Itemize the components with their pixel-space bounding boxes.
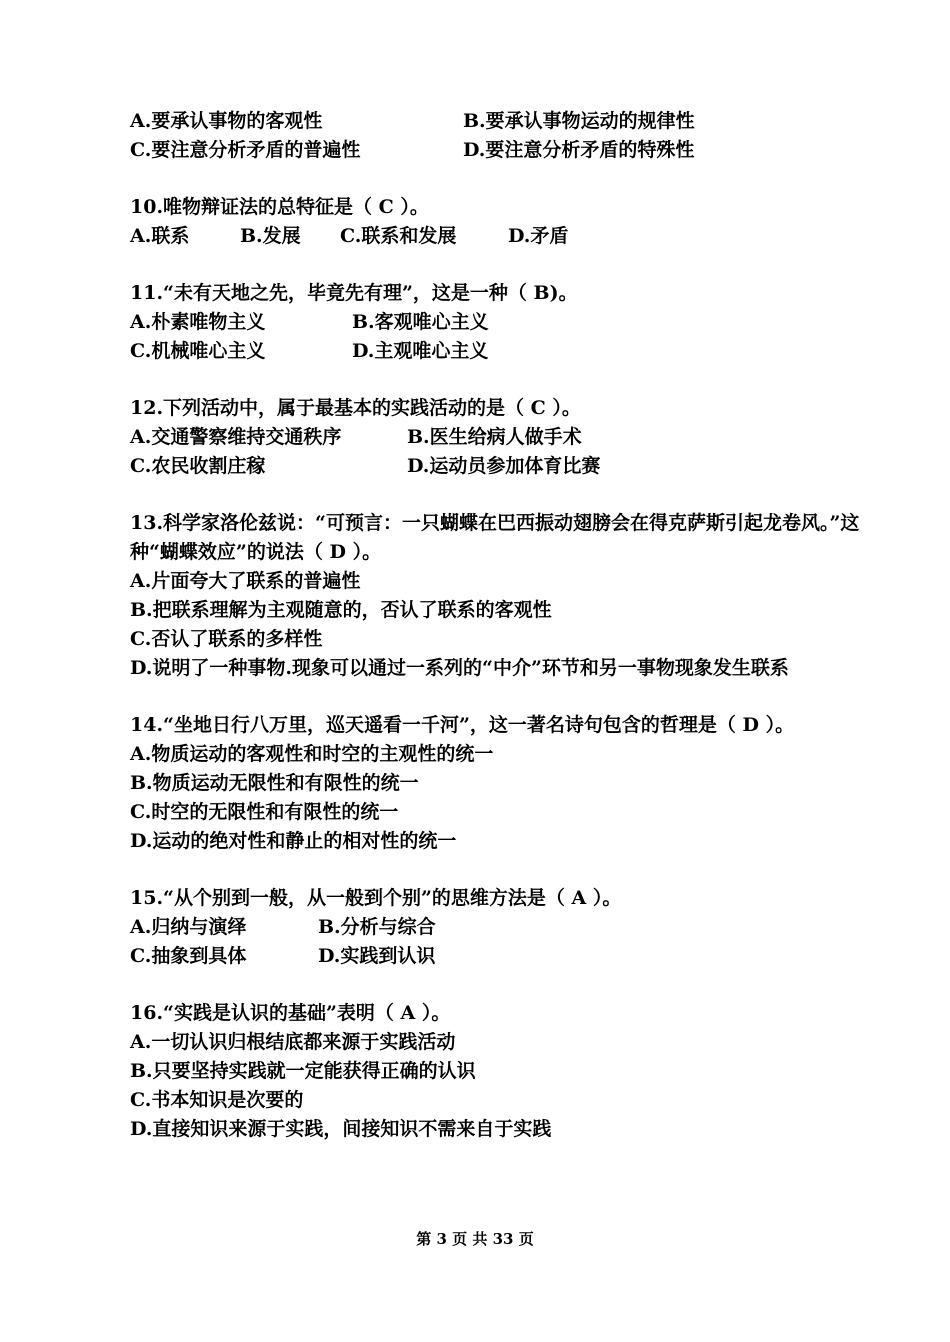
q9-option-a: A.要承认事物的客观性 bbox=[130, 110, 323, 132]
q12-option-b: B.医生给病人做手术 bbox=[407, 426, 582, 448]
q9-options-row-2 bbox=[130, 136, 890, 165]
q12-option-a: A.交通警察维持交通秩序 bbox=[130, 426, 342, 448]
q16-stem: 16.“实践是认识的基础”表明（ A ）。 bbox=[130, 1002, 451, 1024]
q13-option-a: A.片面夸大了联系的普遍性 bbox=[130, 570, 361, 592]
page-number-footer: 第 3 页 共 33 页 bbox=[416, 1230, 534, 1248]
q11-stem: 11.“未有天地之先，毕竟先有理”，这是一种（ B)。 bbox=[130, 282, 578, 304]
q11-option-d: D.主观唯心主义 bbox=[352, 340, 489, 362]
q10-options-row bbox=[130, 222, 890, 251]
q13-option-d: D.说明了一种事物.现象可以通过一系列的“中介”环节和另一事物现象发生联系 bbox=[130, 657, 789, 679]
q14-option-d: D.运动的绝对性和静止的相对性的统一 bbox=[130, 830, 457, 852]
q12-stem: 12.下列活动中，属于最基本的实践活动的是（ C ）。 bbox=[130, 397, 581, 419]
q15-option-c: C.抽象到具体 bbox=[130, 945, 247, 967]
q16-option-d: D.直接知识来源于实践，间接知识不需来自于实践 bbox=[130, 1118, 552, 1140]
q13-option-b: B.把联系理解为主观随意的，否认了联系的客观性 bbox=[130, 599, 552, 621]
q15-options-row-1 bbox=[130, 913, 890, 942]
q9-option-b: B.要承认事物运动的规律性 bbox=[463, 110, 695, 132]
q14-option-a: A.物质运动的客观性和时空的主观性的统一 bbox=[130, 743, 494, 765]
q15-option-b: B.分析与综合 bbox=[318, 916, 436, 938]
q9-option-d: D.要注意分析矛盾的特殊性 bbox=[463, 139, 695, 161]
q15-stem: 15.“从个别到一般，从一般到个别”的思维方法是（ A ）。 bbox=[130, 887, 622, 909]
q16-option-c: C.书本知识是次要的 bbox=[130, 1089, 304, 1111]
q11-option-b: B.客观唯心主义 bbox=[352, 311, 489, 333]
q11-options-row-1 bbox=[130, 308, 890, 337]
q12-options-row-1 bbox=[130, 423, 890, 452]
q12-options-row-2 bbox=[130, 452, 890, 481]
q10-option-d: D.矛盾 bbox=[508, 225, 569, 247]
q10-option-b: B.发展 bbox=[240, 225, 301, 247]
q15-option-d: D.实践到认识 bbox=[318, 945, 436, 967]
q14-option-b: B.物质运动无限性和有限性的统一 bbox=[130, 772, 419, 794]
q11-option-c: C.机械唯心主义 bbox=[130, 340, 266, 362]
q16-option-a: A.一切认识归根结底都来源于实践活动 bbox=[130, 1031, 456, 1053]
q14-stem: 14.“坐地日行八万里，巡天遥看一千河”，这一著名诗句包含的哲理是（ D ）。 bbox=[130, 714, 795, 736]
q12-option-c: C.农民收割庄稼 bbox=[130, 455, 266, 477]
q11-options-row-2 bbox=[130, 337, 890, 366]
q13-option-c: C.否认了联系的多样性 bbox=[130, 628, 323, 650]
q13-stem: 13.科学家洛伦兹说：“可预言：一只蝴蝶在巴西振动翅膀会在得克萨斯引起龙卷风。”这种“蝴蝶效应”的说法（ D ）。 bbox=[130, 512, 860, 563]
q9-options-row-1 bbox=[130, 107, 890, 136]
q12-option-d: D.运动员参加体育比赛 bbox=[407, 455, 601, 477]
q10-option-a: A.联系 bbox=[130, 225, 190, 247]
q15-option-a: A.归纳与演绎 bbox=[130, 916, 247, 938]
q9-option-c: C.要注意分析矛盾的普遍性 bbox=[130, 139, 361, 161]
q15-options-row-2 bbox=[130, 942, 890, 971]
q16-option-b: B.只要坚持实践就一定能获得正确的认识 bbox=[130, 1060, 476, 1082]
q14-option-c: C.时空的无限性和有限性的统一 bbox=[130, 801, 399, 823]
q10-stem: 10.唯物辩证法的总特征是（ C ）。 bbox=[130, 196, 429, 218]
question-list bbox=[130, 107, 890, 1144]
q11-option-a: A.朴素唯物主义 bbox=[130, 311, 266, 333]
q10-option-c: C.联系和发展 bbox=[340, 225, 457, 247]
